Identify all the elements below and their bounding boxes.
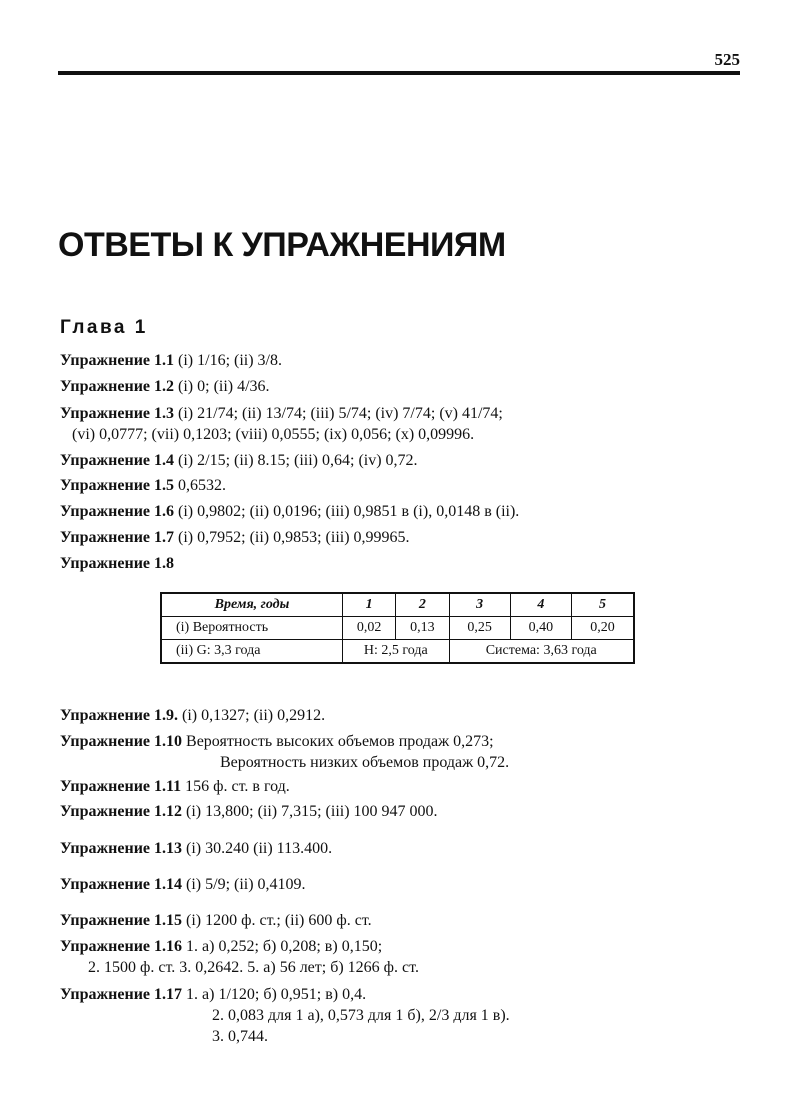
exercise-answer: (i) 0; (ii) 4/36. bbox=[178, 378, 270, 395]
exercise-answer: (i) 2/15; (ii) 8.15; (iii) 0,64; (iv) 0,72. bbox=[178, 452, 418, 469]
exercise-answer: (i) 30.240 (ii) 113.400. bbox=[186, 840, 333, 857]
exercise-answer: (i) 13,800; (ii) 7,315; (iii) 100 947 000. bbox=[186, 803, 438, 820]
exercise-1-11 bbox=[60, 776, 290, 797]
page-title: ОТВЕТЫ К УПРАЖНЕНИЯМ bbox=[58, 226, 506, 264]
chapter-heading: Глава 1 bbox=[60, 317, 148, 338]
exercise-answer: Вероятность высоких объемов продаж 0,273; bbox=[186, 733, 494, 750]
exercise-answer: (i) 21/74; (ii) 13/74; (iii) 5/74; (iv) 7/74; (v) 41/74; bbox=[178, 405, 503, 422]
exercise-label: Упражнение 1.11 bbox=[60, 778, 182, 795]
exercise-label: Упражнение 1.15 bbox=[60, 912, 183, 929]
table-year-cell: 4 bbox=[510, 593, 571, 617]
exercise-1-2 bbox=[60, 376, 270, 397]
exercise-label: Упражнение 1.17 bbox=[60, 986, 183, 1003]
exercise-label: Упражнение 1.13 bbox=[60, 840, 183, 857]
exercise-label: Упражнение 1.9. bbox=[60, 707, 179, 724]
exercise-1-5 bbox=[60, 475, 226, 496]
exercise-answer: 0,6532. bbox=[178, 477, 227, 494]
exercise-label: Упражнение 1.12 bbox=[60, 803, 183, 820]
table-year-cell: 3 bbox=[449, 593, 510, 617]
exercise-1-6 bbox=[60, 501, 519, 522]
exercise-answer: (i) 0,1327; (ii) 0,2912. bbox=[182, 707, 326, 724]
exercise-label: Упражнение 1.14 bbox=[60, 876, 183, 893]
exercise-1-1 bbox=[60, 350, 282, 371]
exercise-1-14 bbox=[60, 874, 306, 895]
table-year-cell: 2 bbox=[396, 593, 449, 617]
exercise-1-8 bbox=[60, 553, 174, 574]
exercise-answer: (i) 0,9802; (ii) 0,0196; (iii) 0,9851 в (i), 0,0148 в (ii). bbox=[178, 503, 520, 520]
exercise-answer-continuation: (vi) 0,0777; (vii) 0,1203; (viii) 0,0555; (ix) 0,056; (x) 0,09996. bbox=[72, 426, 475, 443]
table-year-cell: 5 bbox=[572, 593, 635, 617]
exercise-label: Упражнение 1.5 bbox=[60, 477, 175, 494]
exercise-answer-continuation: 3. 0,744. bbox=[212, 1028, 268, 1045]
table-header-cell: Время, годы bbox=[161, 593, 343, 617]
exercise-1-13 bbox=[60, 838, 332, 859]
table-header-row bbox=[161, 593, 634, 617]
exercise-1-15 bbox=[60, 910, 372, 931]
exercise-1-16 bbox=[60, 936, 419, 978]
header-rule bbox=[58, 71, 740, 75]
exercise-label: Упражнение 1.8 bbox=[60, 555, 175, 572]
exercise-answer: 1. а) 1/120; б) 0,951; в) 0,4. bbox=[186, 986, 367, 1003]
table-row-label: (i) Вероятность bbox=[161, 617, 343, 640]
exercise-answer-continuation: Вероятность низких объемов продаж 0,72. bbox=[220, 754, 510, 771]
exercise-1-10 bbox=[60, 731, 509, 773]
table-cell: 0,20 bbox=[572, 617, 635, 640]
exercise-1-12 bbox=[60, 801, 438, 822]
exercise-label: Упражнение 1.3 bbox=[60, 405, 175, 422]
exercise-1-7 bbox=[60, 527, 410, 548]
table-row bbox=[161, 617, 634, 640]
exercise-label: Упражнение 1.4 bbox=[60, 452, 175, 469]
exercise-1-4 bbox=[60, 450, 418, 471]
table-row bbox=[161, 640, 634, 664]
exercise-label: Упражнение 1.6 bbox=[60, 503, 175, 520]
exercise-answer: (i) 5/9; (ii) 0,4109. bbox=[186, 876, 306, 893]
table-cell: 0,13 bbox=[396, 617, 449, 640]
exercise-answer: (i) 0,7952; (ii) 0,9853; (iii) 0,99965. bbox=[178, 529, 410, 546]
exercise-answer: (i) 1/16; (ii) 3/8. bbox=[178, 352, 282, 369]
exercise-label: Упражнение 1.10 bbox=[60, 733, 183, 750]
exercise-answer: 156 ф. ст. в год. bbox=[185, 778, 290, 795]
exercise-label: Упражнение 1.1 bbox=[60, 352, 175, 369]
exercise-label: Упражнение 1.7 bbox=[60, 529, 175, 546]
exercise-label: Упражнение 1.2 bbox=[60, 378, 175, 395]
table-cell: 0,40 bbox=[510, 617, 571, 640]
table-cell: H: 2,5 года bbox=[343, 640, 450, 664]
table-year-cell: 1 bbox=[343, 593, 396, 617]
table-row-label: (ii) G: 3,3 года bbox=[161, 640, 343, 664]
exercise-1-17 bbox=[60, 984, 510, 1047]
exercise-label: Упражнение 1.16 bbox=[60, 938, 183, 955]
exercise-1-9 bbox=[60, 705, 325, 726]
exercise-answer: (i) 1200 ф. ст.; (ii) 600 ф. ст. bbox=[186, 912, 372, 929]
exercise-answer: 1. а) 0,252; б) 0,208; в) 0,150; bbox=[186, 938, 383, 955]
table-cell: 0,02 bbox=[343, 617, 396, 640]
exercise-answer-continuation: 2. 0,083 для 1 а), 0,573 для 1 б), 2/3 для 1 в). bbox=[212, 1007, 510, 1024]
answer-table bbox=[160, 592, 635, 664]
page-number: 525 bbox=[714, 50, 740, 69]
table-cell: 0,25 bbox=[449, 617, 510, 640]
exercise-1-3 bbox=[60, 403, 503, 445]
exercise-answer-continuation: 2. 1500 ф. ст. 3. 0,2642. 5. а) 56 лет; б) 1266 ф. ст. bbox=[88, 959, 419, 976]
table-cell: Система: 3,63 года bbox=[449, 640, 634, 664]
